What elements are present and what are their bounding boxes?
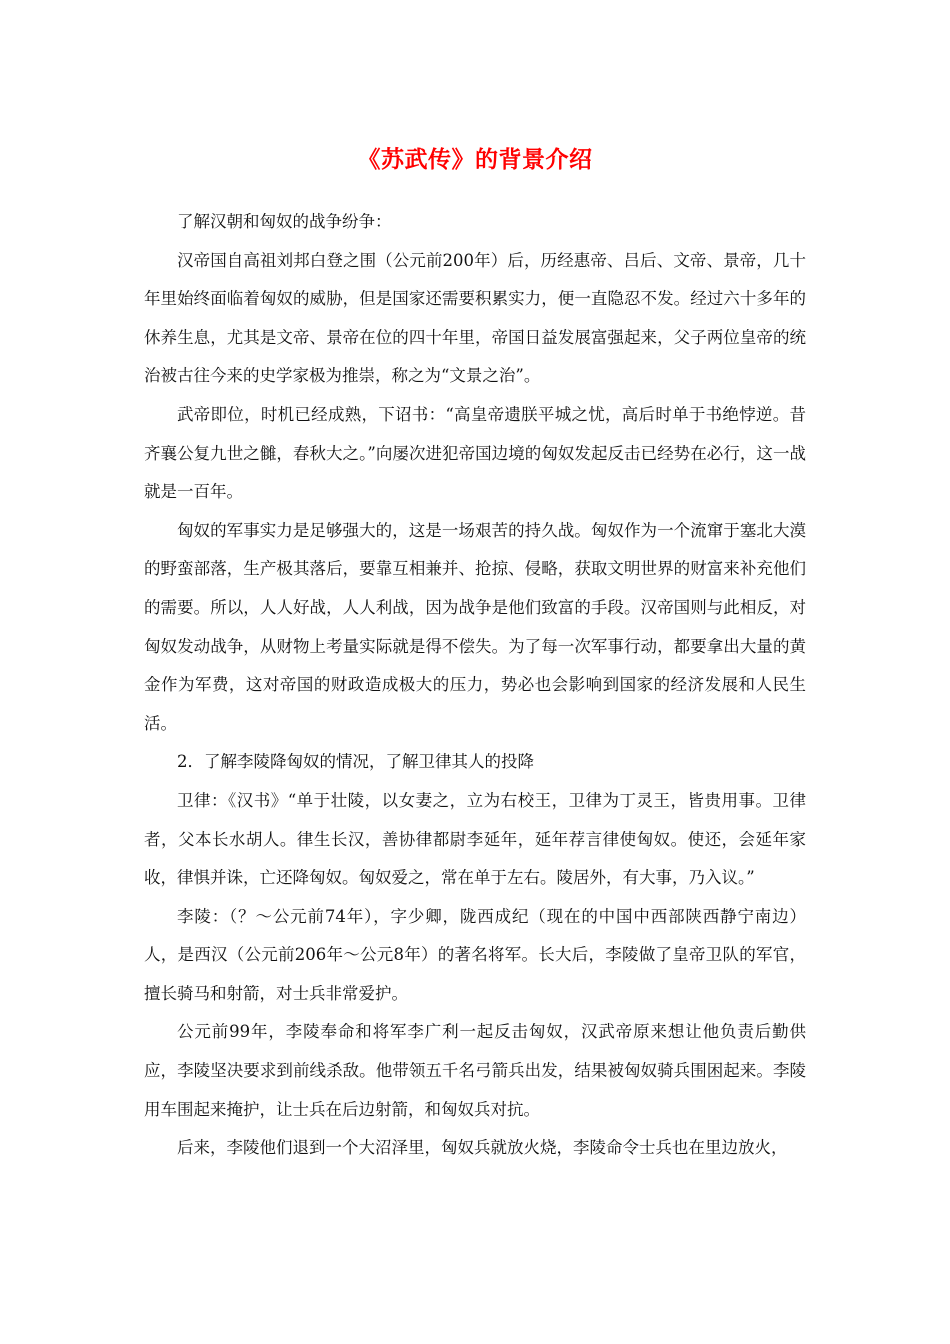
paragraph: 武帝即位，时机已经成熟，下诏书：“高皇帝遗朕平城之忧，高后时单于书绝悖逆。昔齐襄公复九世之雠，春秋大之。”向屡次进犯帝国边境的匈奴发起反击已经势在必行，这一战就是一百年。 [144, 404, 806, 502]
paragraph: 2．了解李陵降匈奴的情况，了解卫律其人的投降 [177, 752, 534, 772]
paragraph: 后来，李陵他们退到一个大沼泽里，匈奴兵就放火烧，李陵命令士兵也在里边放火， [177, 1138, 788, 1158]
paragraph: 李陵：（？～公元前74年），字少卿，陇西成纪（现在的中国中西部陕西静宁南边）人，是西汉（公元前206年～公元8年）的著名将军。长大后，李陵做了皇帝卫队的军官，擅长骑马和射箭，对士兵非常爱护。 [144, 906, 806, 1003]
paragraph: 匈奴的军事实力是足够强大的，这是一场艰苦的持久战。匈奴作为一个流窜于塞北大漠的野蛮部落，生产极其落后，要靠互相兼并、抢掠、侵略，获取文明世界的财富来补充他们的需要。所以，人人好战，人人利战，因为战争是他们致富的手段。汉帝国则与此相反，对匈奴发动战争，从财物上考量实际就是得不偿失。为了每一次军事行动，都要拿出大量的黄金作为军费，这对帝国的财政造成极大的压力，势必也会影响到国家的经济发展和人民生活。 [144, 520, 806, 733]
document-title: 《苏武传》的背景介绍 [357, 146, 593, 173]
document-body [144, 203, 806, 1168]
paragraph: 卫律：《汉书》“单于壮陵，以女妻之，立为右校王，卫律为丁灵王，皆贵用事。卫律者，父本长水胡人。律生长汉，善协律都尉李延年，延年荐言律使匈奴。使还，会延年家收，律惧并诛，亡还降匈奴。匈奴爱之，常在单于左右。陵居外，有大事，乃入议。” [144, 790, 806, 888]
paragraph: 汉帝国自高祖刘邦白登之围（公元前200年）后，历经惠帝、吕后、文帝、景帝，几十年里始终面临着匈奴的威胁，但是国家还需要积累实力，便一直隐忍不发。经过六十多年的休养生息，尤其是文帝、景帝在位的四十年里，帝国日益发展富强起来，父子两位皇帝的统治被古往今来的史学家极为推崇，称之为“文景之治”。 [144, 250, 806, 386]
paragraph: 公元前99年，李陵奉命和将军李广利一起反击匈奴，汉武帝原来想让他负责后勤供应，李陵坚决要求到前线杀敌。他带领五千名弓箭兵出发，结果被匈奴骑兵围困起来。李陵用车围起来掩护，让士兵在后边射箭，和匈奴兵对抗。 [144, 1022, 806, 1119]
paragraph: 了解汉朝和匈奴的战争纷争： [177, 212, 392, 231]
